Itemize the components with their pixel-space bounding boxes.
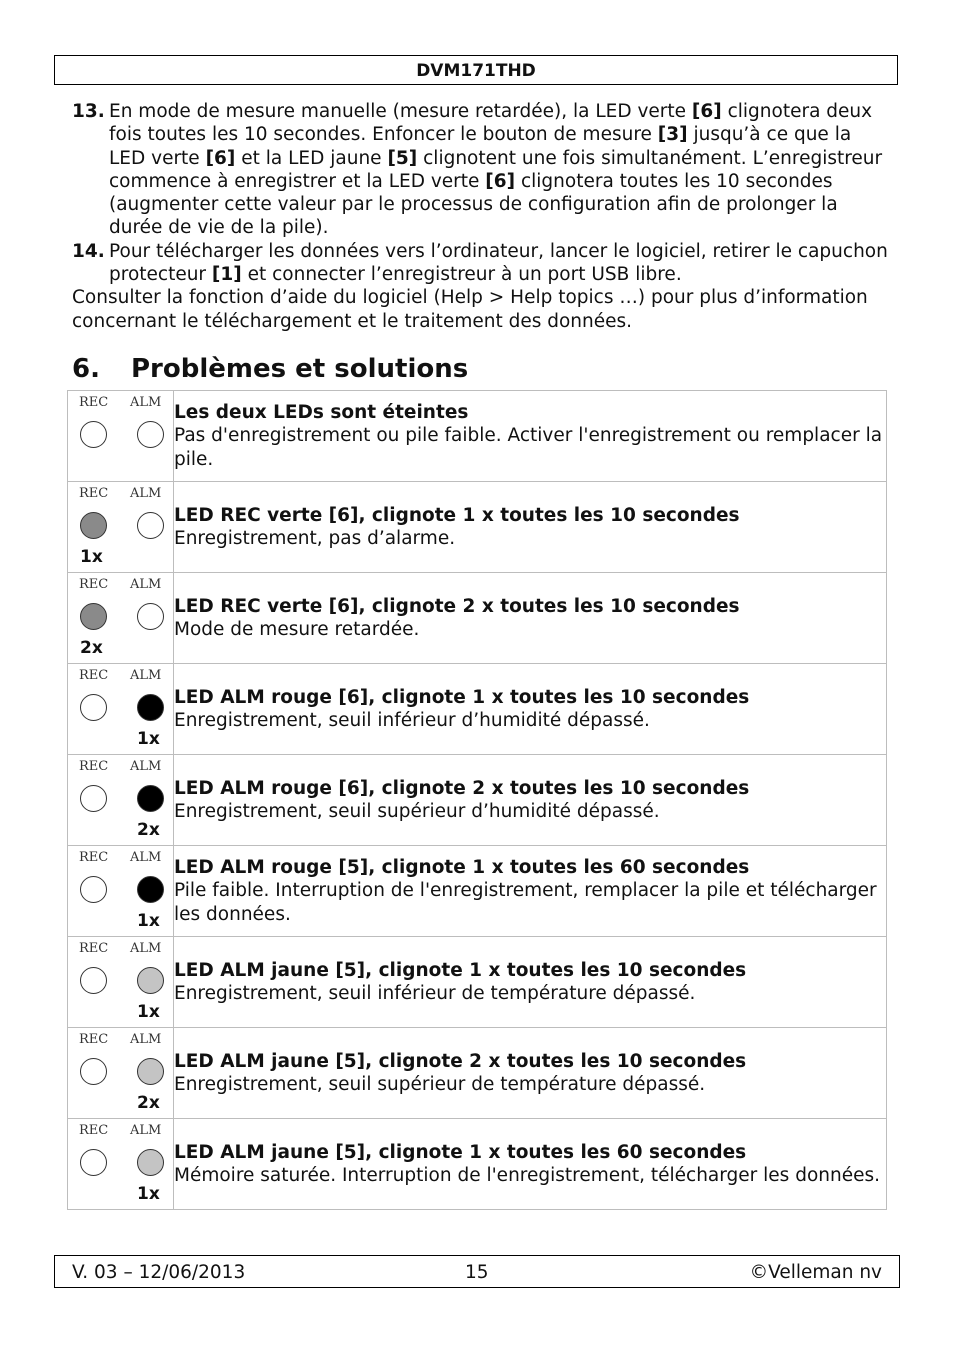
alm-led-icon [137, 1149, 164, 1176]
alm-led-icon [137, 512, 164, 539]
step-number: 13. [72, 101, 105, 122]
document-header [54, 55, 898, 85]
row-title: LED REC verte [6], clignote 2 x toutes les 10 secondes [174, 595, 740, 617]
row-title: LED REC verte [6], clignote 1 x toutes les 10 secondes [174, 504, 740, 526]
rec-led-icon [80, 1149, 107, 1176]
version-date: V. 03 – 12/06/2013 [72, 1262, 246, 1283]
alm-label: ALM [130, 577, 162, 592]
row-description: Enregistrement, seuil inférieur de température dépassé. [174, 983, 696, 1004]
alm-led-icon [137, 967, 164, 994]
rec-label: REC [79, 395, 109, 410]
step-text: Pour télécharger les données vers l’ordinateur, lancer le logiciel, retirer le capuchon protecteur [109, 240, 888, 286]
row-description: Enregistrement, seuil supérieur d’humidité dépassé. [174, 801, 660, 822]
table-row [68, 664, 887, 755]
rec-label: REC [79, 941, 109, 956]
rec-led-icon [80, 785, 107, 812]
description-cell [174, 391, 887, 482]
alm-label: ALM [130, 1123, 162, 1138]
led-indicator-cell [68, 664, 174, 755]
blink-count: 1x [137, 911, 160, 931]
step-ref: [6] [205, 147, 236, 169]
row-title: LED ALM jaune [5], clignote 1 x toutes les 10 secondes [174, 959, 747, 981]
table-row [68, 1119, 887, 1210]
alm-led-icon [137, 785, 164, 812]
rec-label: REC [79, 486, 109, 501]
alm-led-icon [137, 603, 164, 630]
led-indicator-cell [68, 391, 174, 482]
table-row [68, 1028, 887, 1119]
row-description: Mémoire saturée. Interruption de l'enregistrement, télécharger les données. [174, 1165, 880, 1186]
blink-count: 1x [137, 1002, 160, 1022]
alm-label: ALM [130, 941, 162, 956]
copyright: ©Velleman nv [749, 1262, 882, 1283]
rec-label: REC [79, 1123, 109, 1138]
section-heading [72, 352, 468, 386]
description-cell [174, 573, 887, 664]
alm-led-icon [137, 1058, 164, 1085]
description-cell [174, 755, 887, 846]
page-number: 15 [465, 1262, 489, 1283]
step-text: et la LED jaune [235, 147, 388, 169]
step-number: 14. [72, 240, 105, 262]
blink-count: 1x [137, 1184, 160, 1204]
blink-count: 2x [137, 820, 160, 840]
row-title: LED ALM rouge [5], clignote 1 x toutes les 60 secondes [174, 857, 750, 879]
step-ref: [3] [657, 124, 688, 146]
rec-label: REC [79, 1032, 109, 1047]
description-cell [174, 482, 887, 573]
rec-label: REC [79, 668, 109, 683]
step-ref: [6] [691, 101, 722, 122]
alm-label: ALM [130, 395, 162, 410]
led-indicator-cell [68, 846, 174, 937]
rec-label: REC [79, 759, 109, 774]
step-text: et connecter l’enregistreur à un port USB libre. [241, 264, 682, 286]
table-row [68, 573, 887, 664]
row-description: Mode de mesure retardée. [174, 619, 420, 640]
row-description: Pile faible. Interruption de l'enregistrement, remplacer la pile et télécharger les données. [174, 880, 877, 925]
row-description: Enregistrement, seuil supérieur de température dépassé. [174, 1074, 706, 1095]
rec-led-icon [80, 512, 107, 539]
description-cell [174, 846, 887, 937]
step-13 [72, 100, 892, 240]
row-title: LED ALM jaune [5], clignote 1 x toutes les 60 secondes [174, 1141, 747, 1163]
led-indicator-cell [68, 937, 174, 1028]
step-ref: [6] [485, 170, 516, 192]
rec-led-icon [80, 1058, 107, 1085]
row-title: LED ALM rouge [6], clignote 2 x toutes les 10 secondes [174, 777, 750, 799]
table-row [68, 482, 887, 573]
step-14 [72, 240, 892, 287]
blink-count: 2x [80, 638, 103, 658]
rec-led-icon [80, 603, 107, 630]
step-ref: [5] [387, 147, 418, 169]
alm-led-icon [137, 694, 164, 721]
blink-count: 2x [137, 1093, 160, 1113]
table-row [68, 846, 887, 937]
model-name: DVM171THD [416, 61, 536, 81]
rec-led-icon [80, 876, 107, 903]
table-row [68, 755, 887, 846]
table-row [68, 391, 887, 482]
rec-label: REC [79, 850, 109, 865]
alm-label: ALM [130, 850, 162, 865]
step-text: clignotera toutes les 10 secondes (augmenter cette valeur par le processus de configuration afin de prolonger la durée de vie de la pile). [109, 170, 838, 239]
led-indicator-cell [68, 1119, 174, 1210]
table-row [68, 937, 887, 1028]
row-description: Enregistrement, seuil inférieur d’humidité dépassé. [174, 710, 650, 731]
rec-led-icon [80, 967, 107, 994]
description-cell [174, 937, 887, 1028]
description-cell [174, 664, 887, 755]
rec-led-icon [80, 694, 107, 721]
led-indicator-cell [68, 1028, 174, 1119]
section-title: Problèmes et solutions [131, 354, 469, 384]
step-text: clignotent une fois simultanément. L’enregistreur commence à enregistrer et la LED verte [109, 147, 883, 192]
alm-led-icon [137, 876, 164, 903]
alm-label: ALM [130, 668, 162, 683]
alm-led-icon [137, 421, 164, 448]
led-indicator-cell [68, 573, 174, 664]
row-description: Pas d'enregistrement ou pile faible. Activer l'enregistrement ou remplacer la pile. [174, 425, 883, 470]
alm-label: ALM [130, 486, 162, 501]
description-cell [174, 1119, 887, 1210]
step-text: clignotera deux fois toutes les 10 secondes. Enfoncer le bouton de mesure [109, 101, 873, 146]
step-ref: [1] [211, 264, 242, 286]
rec-label: REC [79, 577, 109, 592]
description-cell [174, 1028, 887, 1119]
row-title: Les deux LEDs sont éteintes [174, 402, 469, 424]
alm-label: ALM [130, 759, 162, 774]
instruction-steps [72, 100, 892, 333]
alm-label: ALM [130, 1032, 162, 1047]
troubleshooting-table [67, 390, 887, 1210]
step-text: jusqu’à ce que la LED verte [109, 124, 852, 169]
step-text: En mode de mesure manuelle (mesure retardée), la LED verte [109, 101, 692, 122]
help-note: Consulter la fonction d’aide du logiciel (Help > Help topics …) pour plus d’information concernant le téléchargement et le traitement des données. [72, 287, 868, 332]
blink-count: 1x [80, 547, 103, 567]
blink-count: 1x [137, 729, 160, 749]
section-number: 6. [72, 354, 100, 384]
row-title: LED ALM jaune [5], clignote 2 x toutes les 10 secondes [174, 1050, 747, 1072]
led-indicator-cell [68, 482, 174, 573]
rec-led-icon [80, 421, 107, 448]
led-indicator-cell [68, 755, 174, 846]
row-description: Enregistrement, pas d’alarme. [174, 528, 456, 549]
row-title: LED ALM rouge [6], clignote 1 x toutes les 10 secondes [174, 686, 750, 708]
document-footer [54, 1255, 900, 1288]
